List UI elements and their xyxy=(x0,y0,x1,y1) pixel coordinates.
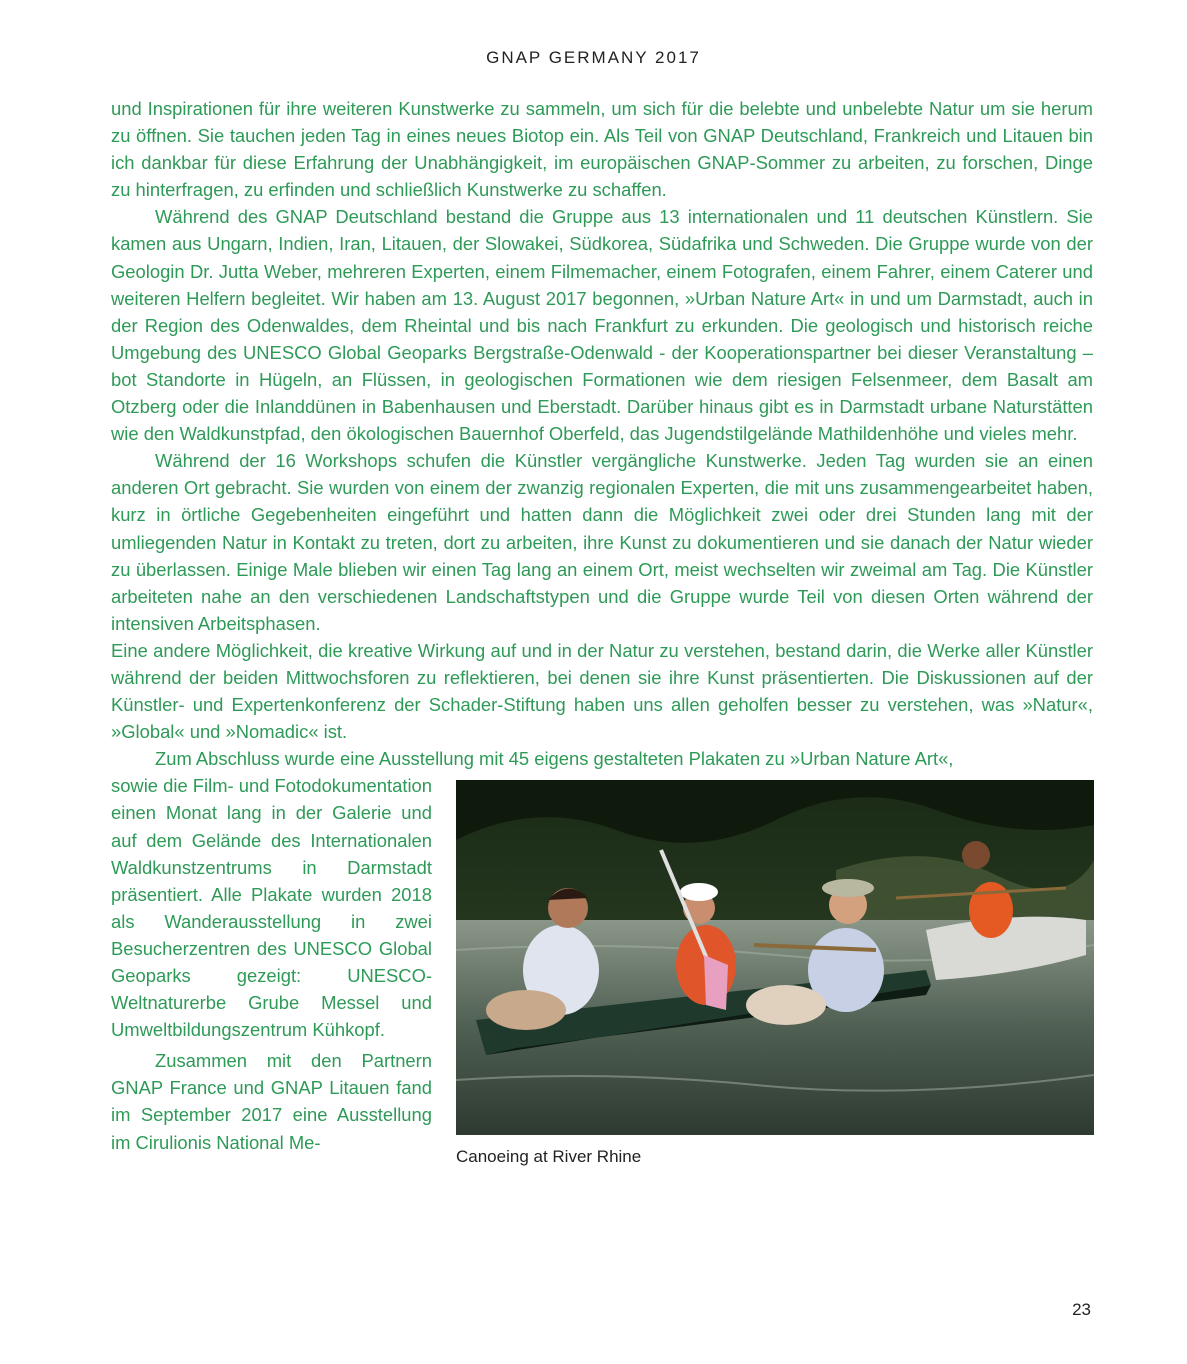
canoe-photo xyxy=(456,780,1094,1135)
paragraph-6: sowie die Film- und Fotodokumentation einen Monat lang in der Galerie und auf dem Gelände des Internationalen Waldkunstzentrums in Darmstadt präsentiert. Alle Plakate wurden 2018 als Wanderausstellung in zwei Besucherzentren des UNESCO Global Geoparks gezeigt: UNESCO-Weltnaturerbe Grube Messel und Umweltbildungszentrum Kühkopf. xyxy=(111,775,432,1041)
photo-figure xyxy=(456,780,1094,1169)
running-header: GNAP GERMANY 2017 xyxy=(486,48,701,67)
page-number: 23 xyxy=(1072,1300,1091,1319)
paragraph-5: Zum Abschluss wurde eine Ausstellung mit 45 eigens gestalteten Plakaten zu »Urban Nature Art«, xyxy=(155,748,954,770)
paragraph-2: Während des GNAP Deutschland bestand die Gruppe aus 13 internationalen und 11 deutschen Künstlern. Sie kamen aus Ungarn, Indien, Iran, Litauen, der Slowakei, Südkorea, Südafrika und Schweden. Die Gruppe wurde von der Geologin Dr. Jutta Weber, mehreren Experten, einem Filmemacher, einem Fotografen, einem Fahrer, einem Caterer und weiteren Helfern begleitet. Wir haben am 13. August 2017 begonnen, »Urban Nature Art« in und um Darmstadt, auch in der Region des Odenwaldes, dem Rheintal und bis nach Frankfurt zu erkunden. Die geologisch und historisch reiche Umgebung des UNESCO Global Geoparks Bergstraße-Odenwald - der Kooperationspartner bei dieser Veranstaltung – bot Standorte in Hügeln, an Flüssen, in geologischen Formationen wie dem riesigen Felsenmeer, dem Basalt am Otzberg oder die Inlanddünen in Babenhausen und Eberstadt. Darüber hinaus gibt es in Darmstadt urbane Naturstätten wie den Waldkunstpfad, den ökologischen Bauernhof Oberfeld, das Jugendstilgelände Mathildenhöhe und vieles mehr. xyxy=(111,206,1093,445)
paragraph-1: und Inspirationen für ihre weiteren Kunstwerke zu sammeln, um sich für die belebte und unbelebte Natur um sie herum zu öffnen. Sie tauchen jeden Tag in eines neues Biotop ein. Als Teil von GNAP Deutschland, Frankreich und Litauen bin ich dankbar für diese Erfahrung der Unabhängigkeit, im europäischen GNAP-Sommer zu arbeiten, zu forschen, Dinge zu hinterfragen, zu erfinden und schließlich Kunstwerke zu schaffen. xyxy=(111,98,1093,201)
paragraph-4: Eine andere Möglichkeit, die kreative Wirkung auf und in der Natur zu verstehen, bestand darin, die Werke aller Künstler während der beiden Mittwochsforen zu reflektieren, bei denen sie ihre Kunst präsentierten. Die Diskussionen auf der Künstler- und Expertenkonferenz der Schader-Stiftung haben uns allen geholfen besser zu verstehen, was »Natur«, »Global« und »Nomadic« ist. xyxy=(111,639,1093,743)
photo-caption: Canoeing at River Rhine xyxy=(456,1147,642,1167)
paragraph-3: Während der 16 Workshops schufen die Künstler vergängliche Kunstwerke. Jeden Tag wurden sie an einen anderen Ort gebracht. Sie wurden von einem der zwanzig regionalen Experten, die mit uns zusammengearbeitet haben, kurz in örtliche Gegebenheiten eingeführt und hatten dann die Möglichkeit zwei oder drei Stunden lang mit der umliegenden Natur in Kontakt zu treten, dort zu arbeiten, ihre Kunst zu dokumentieren und sie danach der Natur wieder zu überlassen. Einige Male blieben wir einen Tag lang an einem Ort, meist wechselten wir zweimal am Tag. Die Künstler arbeiteten nahe an den verschiedenen Landschaftstypen und die Gruppe wurde Teil von diesen Orten während der intensiven Arbeitsphasen. xyxy=(111,450,1093,634)
paragraph-7: Zusammen mit den Partnern GNAP France und GNAP Litauen fand im September 2017 eine Ausstellung im Cirulionis National Me- xyxy=(111,1050,432,1153)
article-body xyxy=(111,95,1093,1169)
